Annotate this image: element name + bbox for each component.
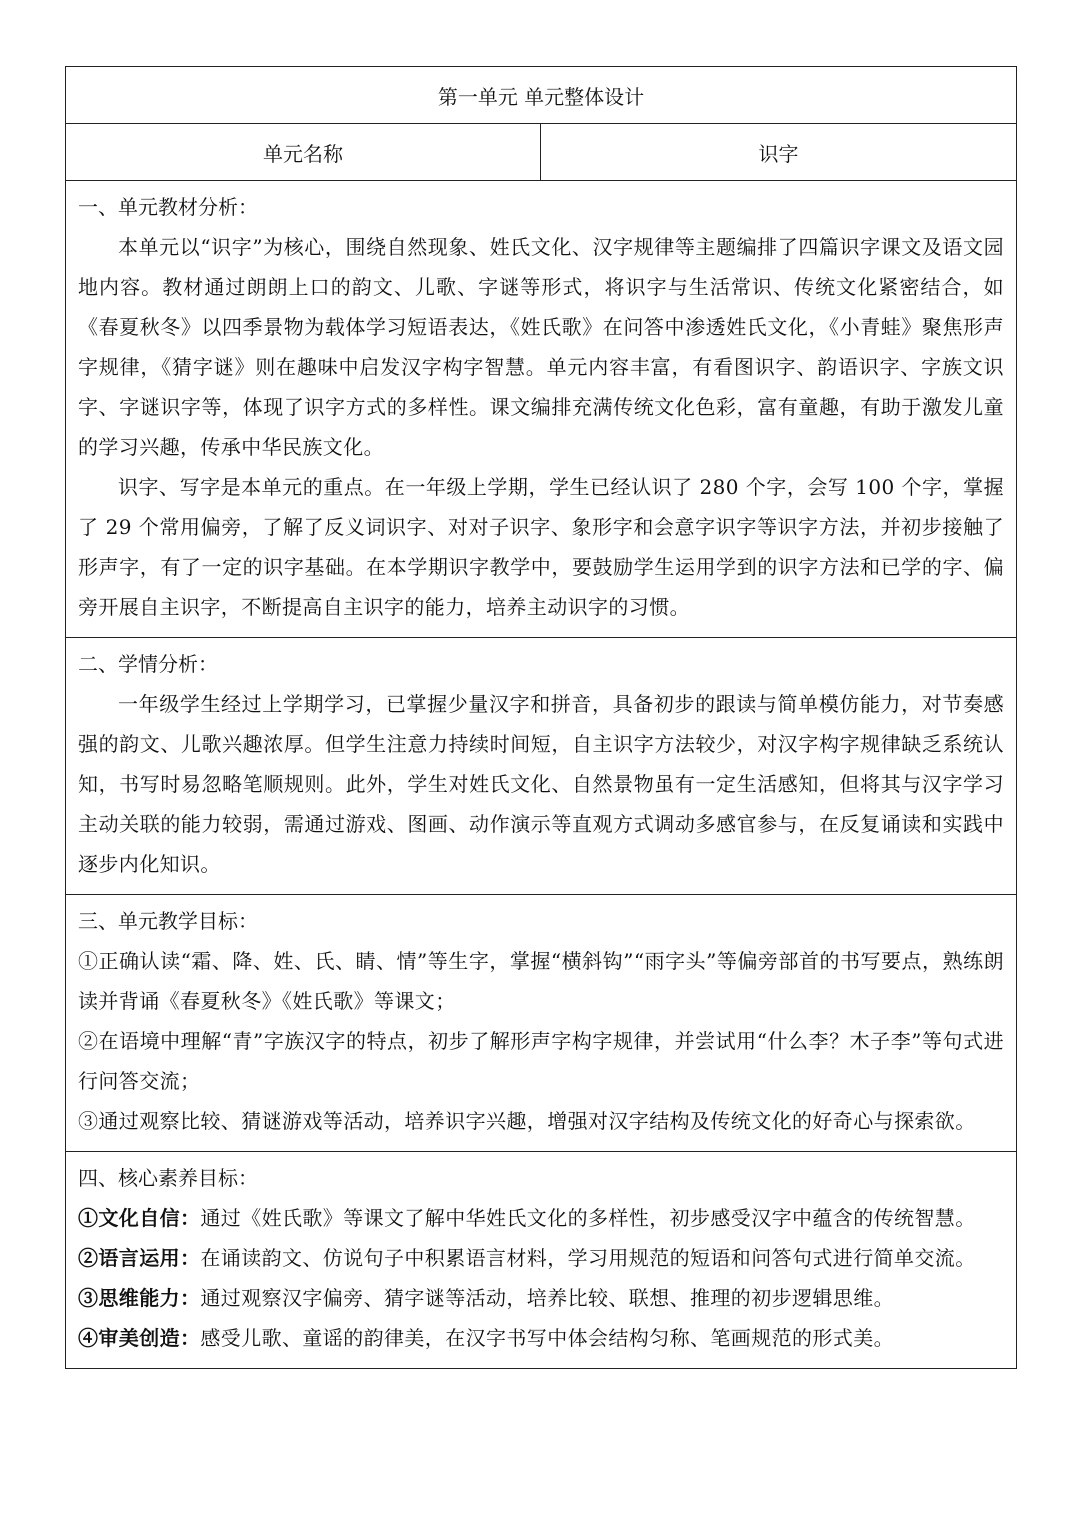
unit-name-label: 单元名称 xyxy=(66,124,541,181)
literacy-text: 通过《姓氏歌》等课文了解中华姓氏文化的多样性，初步感受汉字中蕴含的传统智慧。 xyxy=(200,1206,976,1230)
document-title: 第一单元 单元整体设计 xyxy=(66,67,1017,124)
section-literacy xyxy=(66,1152,1017,1369)
literacy-label: ①文化自信： xyxy=(78,1206,201,1230)
literacy-item xyxy=(78,1198,1004,1238)
paragraph: 一年级学生经过上学期学习，已掌握少量汉字和拼音，具备初步的跟读与简单模仿能力，对节奏感强的韵文、儿歌兴趣浓厚。但学生注意力持续时间短，自主识字方法较少，对汉字构字规律缺乏系统认知，书写时易忽略笔顺规则。此外，学生对姓氏文化、自然景物虽有一定生活感知，但将其与汉字学习主动关联的能力较弱，需通过游戏、图画、动作演示等直观方式调动多感官参与，在反复诵读和实践中逐步内化知识。 xyxy=(78,692,1005,876)
goal-item: ③通过观察比较、猜谜游戏等活动，培养识字兴趣，增强对汉字结构及传统文化的好奇心与探索欲。 xyxy=(78,1109,976,1133)
literacy-item xyxy=(78,1318,1004,1358)
paragraph: 本单元以“识字”为核心，围绕自然现象、姓氏文化、汉字规律等主题编排了四篇识字课文及语文园地内容。教材通过朗朗上口的韵文、儿歌、字谜等形式，将识字与生活常识、传统文化紧密结合，如《春夏秋冬》以四季景物为载体学习短语表达，《姓氏歌》在问答中渗透姓氏文化，《小青蛙》聚焦形声字规律，《猜字谜》则在趣味中启发汉字构字智慧。单元内容丰富，有看图识字、韵语识字、字族文识字、字谜识字等，体现了识字方式的多样性。课文编排充满传统文化色彩，富有童趣，有助于激发儿童的学习兴趣，传承中华民族文化。 xyxy=(78,235,1005,459)
literacy-text: 在诵读韵文、仿说句子中积累语言材料，学习用规范的短语和问答句式进行简单交流。 xyxy=(200,1246,976,1270)
goal-item: ①正确认读“霜、降、姓、氏、睛、情”等生字，掌握“横斜钩”“雨字头”等偏旁部首的书写要点，熟练朗读并背诵《春夏秋冬》《姓氏歌》等课文； xyxy=(78,949,1005,1013)
section-heading: 三、单元教学目标： xyxy=(78,909,258,933)
literacy-text: 通过观察汉字偏旁、猜字谜等活动，培养比较、联想、推理的初步逻辑思维。 xyxy=(200,1286,895,1310)
literacy-label: ④审美创造： xyxy=(78,1326,201,1350)
literacy-label: ③思维能力： xyxy=(78,1286,201,1310)
unit-design-table xyxy=(65,66,1017,1369)
section-analysis xyxy=(66,181,1017,638)
section-goals xyxy=(66,895,1017,1152)
section-heading: 二、学情分析： xyxy=(78,652,218,676)
literacy-item xyxy=(78,1278,1004,1318)
section-heading: 四、核心素养目标： xyxy=(78,1166,258,1190)
paragraph: 识字、写字是本单元的重点。在一年级上学期，学生已经认识了 280 个字，会写 100 个字，掌握了 29 个常用偏旁，了解了反义词识字、对对子识字、象形字和会意字识字等识字方法，并初步接触了形声字，有了一定的识字基础。在本学期识字教学中，要鼓励学生运用学到的识字方法和已学的字、偏旁开展自主识字，不断提高自主识字的能力，培养主动识字的习惯。 xyxy=(78,475,1005,619)
section-heading: 一、单元教材分析： xyxy=(78,195,258,219)
section-learners xyxy=(66,638,1017,895)
literacy-label: ②语言运用： xyxy=(78,1246,201,1270)
goal-item: ②在语境中理解“青”字族汉字的特点，初步了解形声字构字规律，并尝试用“什么李？木子李”等句式进行问答交流； xyxy=(78,1029,1005,1093)
literacy-text: 感受儿歌、童谣的韵律美，在汉字书写中体会结构匀称、笔画规范的形式美。 xyxy=(200,1326,895,1350)
unit-name-value: 识字 xyxy=(541,124,1017,181)
literacy-item xyxy=(78,1238,1004,1278)
